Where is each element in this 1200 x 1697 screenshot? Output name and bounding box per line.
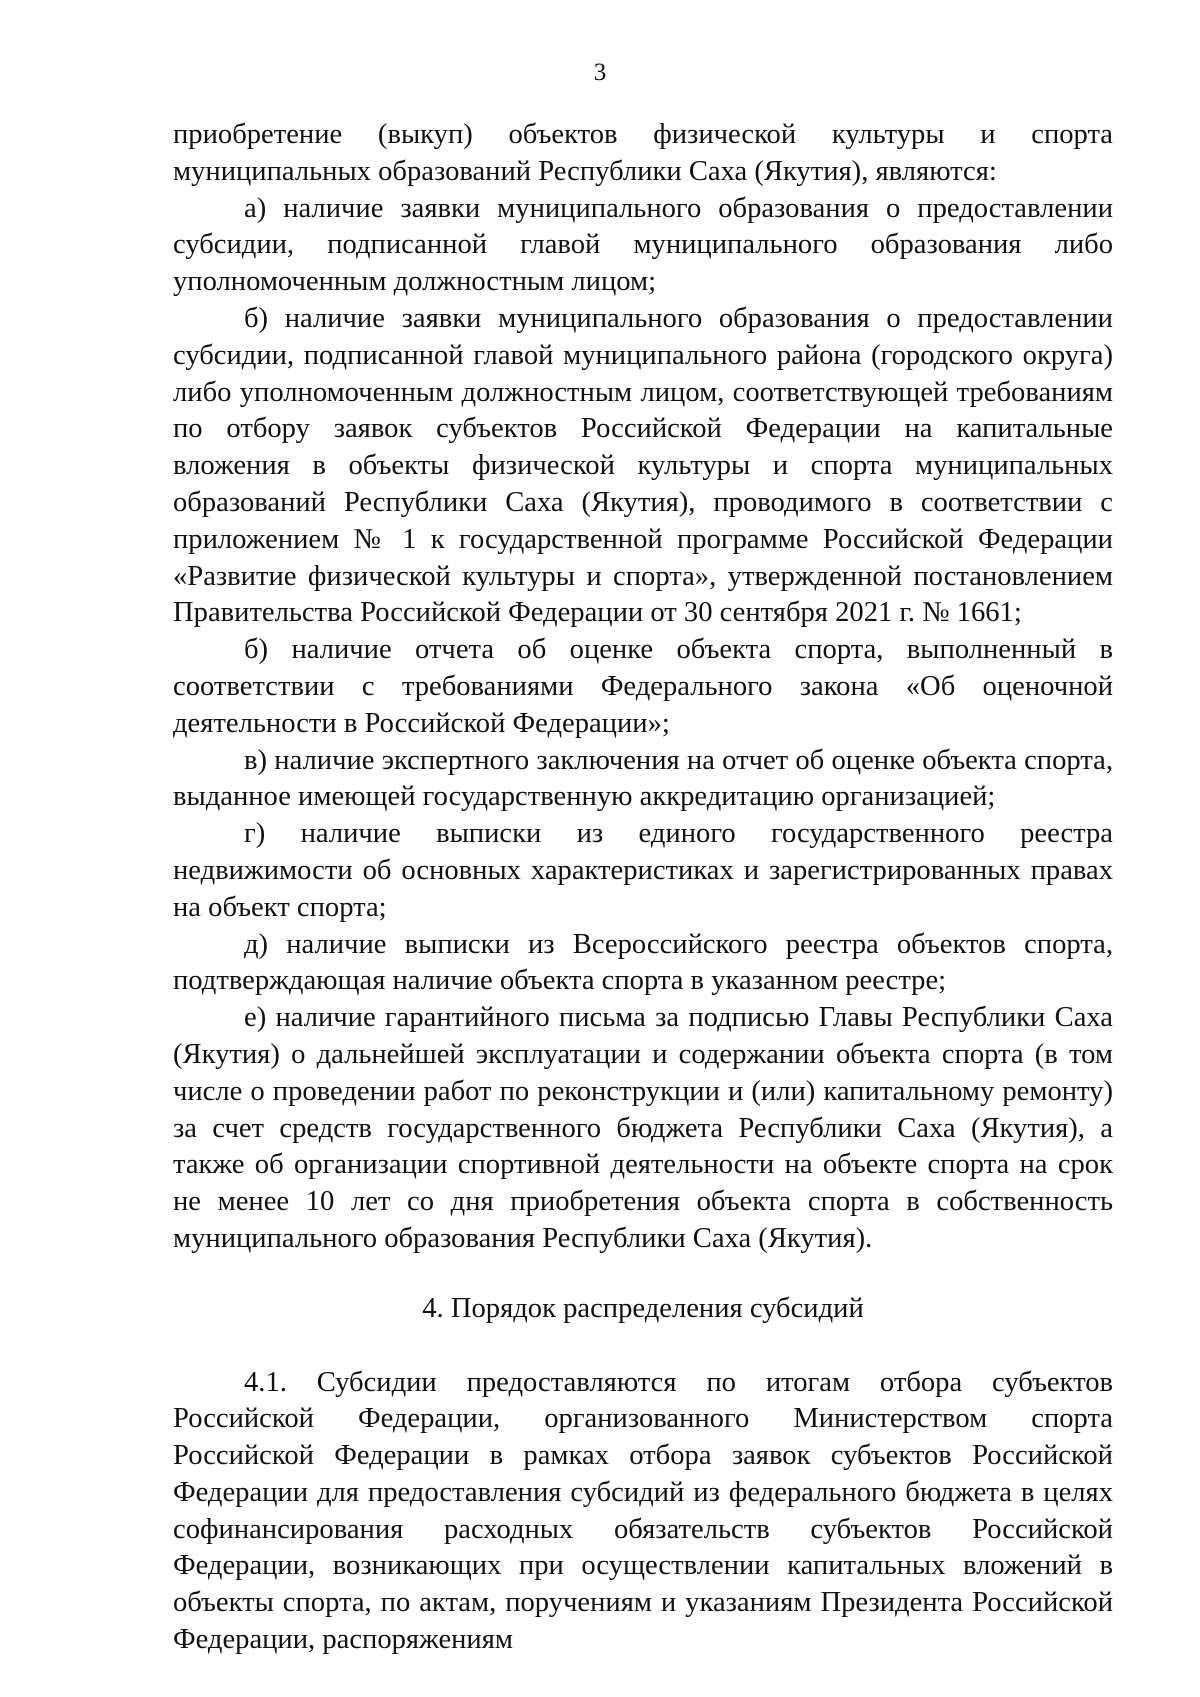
page-number: 3 [593, 59, 607, 86]
section-heading: 4. Порядок распределения субсидий [422, 1292, 864, 1324]
document-body [173, 117, 1113, 1659]
paragraph-4-1: 4.1. Субсидии предоставляются по итогам отбора субъектов Российской Федерации, организованного Министерством спорта Российской Федерации в рамках отбора заявок субъектов Российской Федерации для предоставления субсидий из федерального бюджета в целях софинансирования расходных обязательств субъектов Российской Федерации, возникающих при осуществлении капитальных вложений в объекты спорта, по актам, поручениям и указаниям Президента Российской Федерации, распоряжениям [173, 1366, 1113, 1656]
paragraph-item-g: г) наличие выписки из единого государственного реестра недвижимости об основных характеристиках и зарегистрированных правах на объект спорта; [173, 818, 1113, 923]
paragraph-item-b-valuation-report: б) наличие отчета об оценке объекта спорта, выполненный в соответствии с требованиями Федерального закона «Об оценочной деятельности в Российской Федерации»; [173, 634, 1113, 739]
paragraph-item-e: е) наличие гарантийного письма за подписью Главы Республики Саха (Якутия) о дальнейшей эксплуатации и содержании объекта спорта (в том числе о проведении работ по реконструкции и (или) капитальному ремонту) за счет средств государственного бюджета Республики Саха (Якутия), а также об организации спортивной деятельности на объекте спорта на срок не менее 10 лет со дня приобретения объекта спорта в собственность муниципального образования Республики Саха (Якутия). [173, 1002, 1113, 1254]
paragraph-item-v: в) наличие экспертного заключения на отчет об оценке объекта спорта, выданное имеющей государственную аккредитацию организацией; [173, 744, 1113, 813]
paragraph-intro: приобретение (выкуп) объектов физической культуры и спорта муниципальных образований Республики Саха (Якутия), являются: [173, 119, 1113, 187]
paragraph-item-b-application: б) наличие заявки муниципального образования о предоставлении субсидии, подписанной главой муниципального района (городского округа) либо уполномоченным должностным лицом, соответствующей требованиям по отбору заявок субъектов Российской Федерации на капитальные вложения в объекты физической культуры и спорта муниципальных образований Республики Саха (Якутия), проводимого в соответствии с приложением № 1 к государственной программе Российской Федерации «Развитие физической культуры и спорта», утвержденной постановлением Правительства Российской Федерации от 30 сентября 2021 г. № 1661; [173, 302, 1113, 629]
paragraph-item-a: а) наличие заявки муниципального образования о предоставлении субсидии, подписанной главой муниципального образования либо уполномоченным должностным лицом; [173, 192, 1113, 298]
paragraph-item-d: д) наличие выписки из Всероссийского реестра объектов спорта, подтверждающая наличие объекта спорта в указанном реестре; [173, 928, 1113, 997]
